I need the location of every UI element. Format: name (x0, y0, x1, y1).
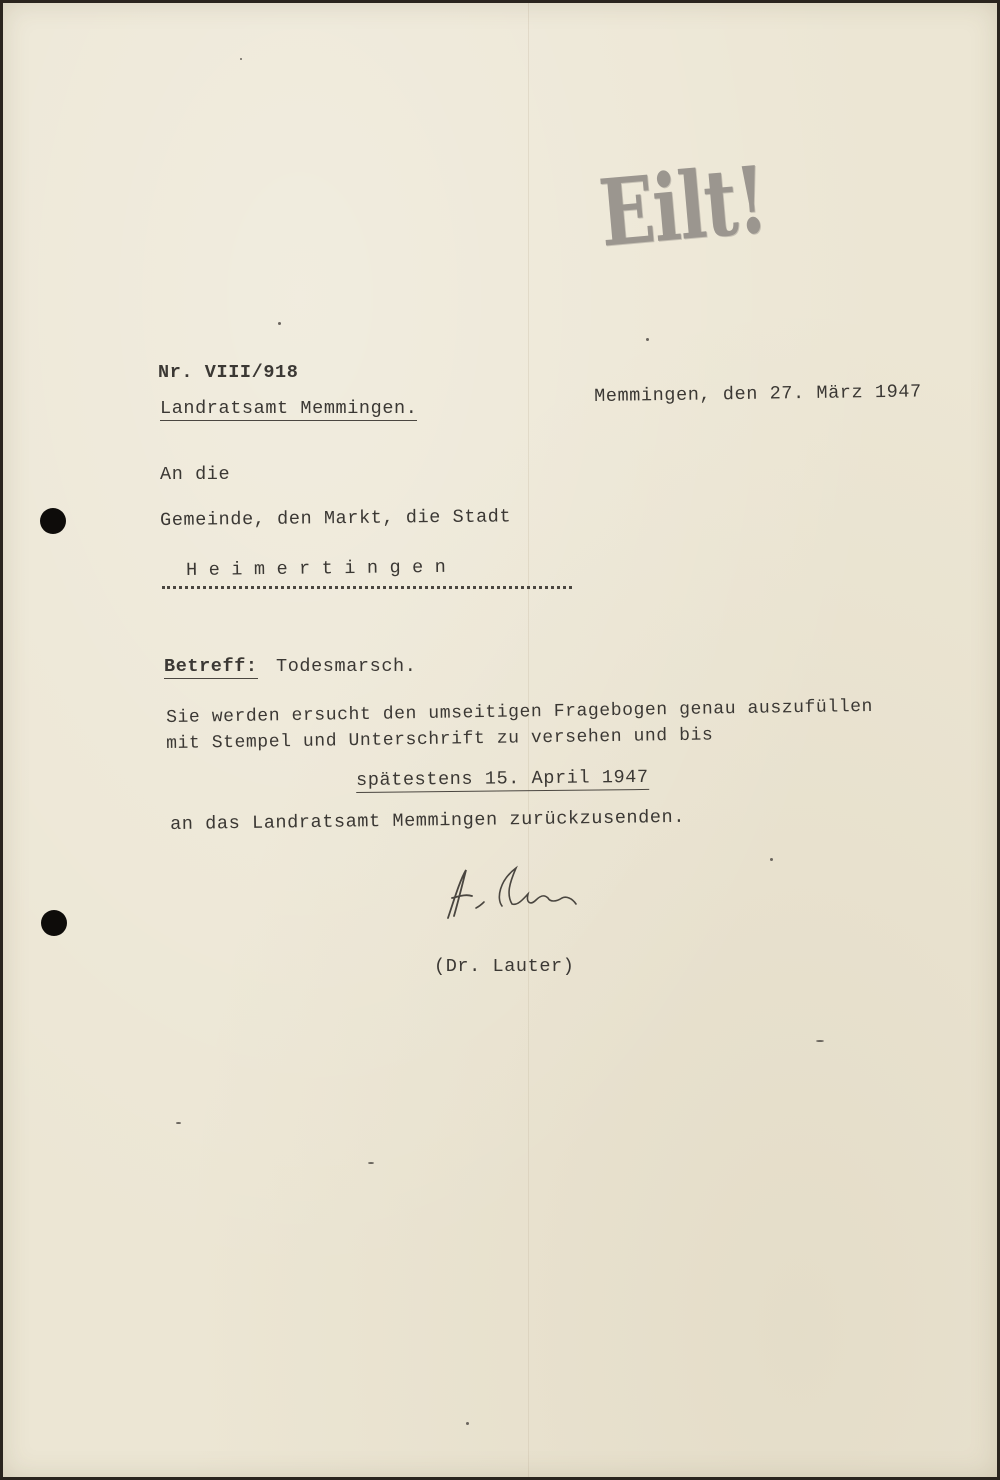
punch-hole-bottom (41, 910, 67, 936)
urgent-stamp: Eilt! (595, 145, 771, 268)
subject-text: Todesmarsch. (276, 656, 417, 677)
handwritten-signature (440, 850, 590, 930)
body-line-3: an das Landratsamt Memmingen zurückzusenden. (170, 806, 686, 835)
reference-number: Nr. VIII/918 (158, 362, 299, 383)
body-line-2: mit Stempel und Unterschrift zu versehen und bis (166, 725, 714, 754)
body-line-1: Sie werden ersucht den umseitigen Fragebogen genau auszufüllen (166, 696, 874, 728)
paper-speck (176, 1122, 181, 1124)
issuing-office: Landratsamt Memmingen. (160, 398, 418, 419)
paper-speck (770, 858, 773, 861)
paper-speck (816, 1040, 824, 1042)
punch-hole-top (40, 508, 66, 534)
paper-speck (646, 338, 649, 341)
paper-speck (278, 322, 281, 325)
subject-label: Betreff: (164, 656, 258, 677)
deadline: spätestens 15. April 1947 (356, 766, 649, 791)
municipality-dotted-rule (162, 586, 572, 589)
municipality-name: Heimertingen (186, 556, 458, 581)
place-and-date: Memmingen, den 27. März 1947 (594, 381, 922, 407)
paper-speck (368, 1162, 374, 1164)
paper-speck (240, 58, 242, 60)
addressee-intro: An die (160, 464, 231, 485)
addressee-line: Gemeinde, den Markt, die Stadt (160, 506, 512, 531)
paper-speck (466, 1422, 469, 1425)
signatory-name: (Dr. Lauter) (434, 956, 575, 977)
